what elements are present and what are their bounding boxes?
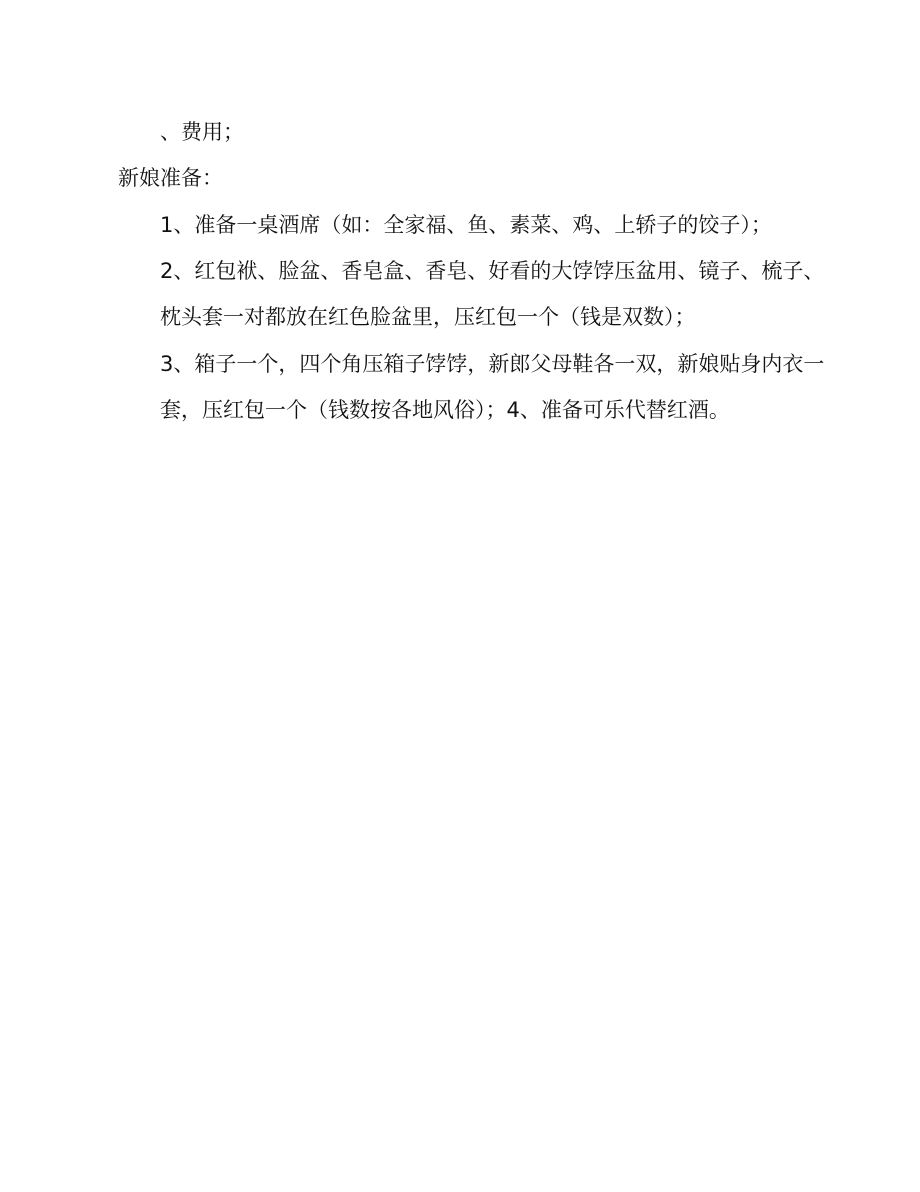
item-3-line-1: 3、箱子一个，四个角压箱子饽饽，新郎父母鞋各一双，新娘贴身内衣一 [160,352,825,376]
cost-line: 、费用； [160,120,244,144]
item-1-banquet: 1、准备一桌酒席（如：全家福、鱼、素菜、鸡、上轿子的饺子）； [160,213,772,237]
item-2-line-2: 枕头套一对都放在红色脸盆里，压红包一个（钱是双数）； [160,305,696,329]
item-2-line-1: 2、红包袱、脸盆、香皂盒、香皂、好看的大饽饽压盆用、镜子、梳子、 [160,259,825,283]
item-3-4-line-2: 套，压红包一个（钱数按各地风俗）；4、准备可乐代替红酒。 [160,398,730,422]
bride-preparation-heading: 新娘准备： [118,166,223,190]
